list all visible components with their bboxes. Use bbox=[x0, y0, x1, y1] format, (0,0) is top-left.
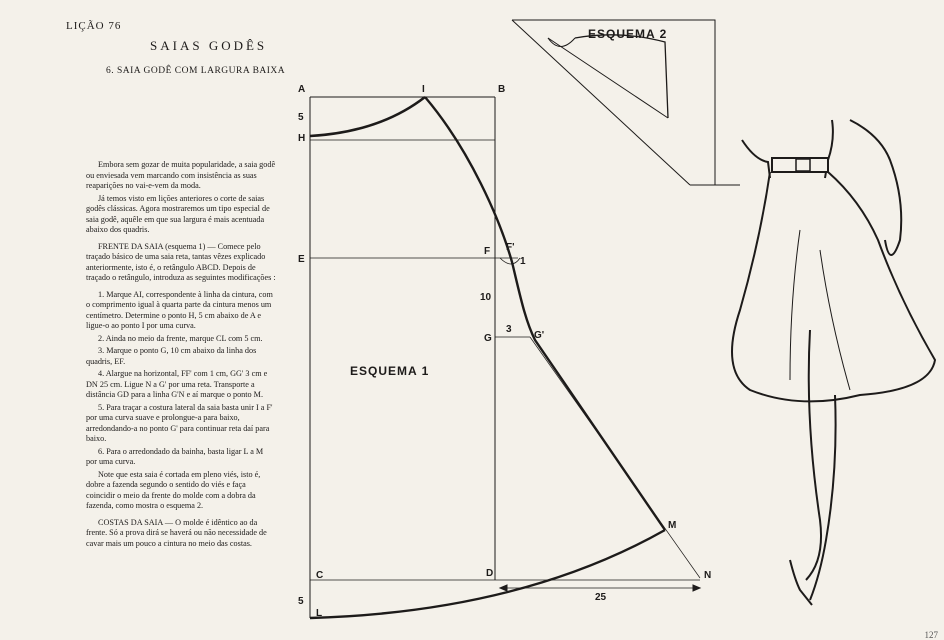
paragraph: 6. Para o arredondado da bainha, basta ligar L a M por uma curva. bbox=[86, 446, 264, 466]
paragraph: Já temos visto em lições anteriores o corte de saias godês clássicas. Agora mostraremos um tipo especial de saia godê, aquêle em que sua largura é mais acentuada abaixo dos quadris. bbox=[86, 193, 270, 234]
page-number: 127 bbox=[924, 630, 938, 640]
point-label-b: B bbox=[498, 84, 506, 95]
point-label-f-prime: F' bbox=[506, 242, 515, 253]
paragraph: Note que esta saia é cortada em pleno viés, isto é, dobre a fazenda segundo o sentido do viés e faça coincidir o meio da frente do molde com a dobra da fazenda, como mostra o esquema 2. bbox=[86, 469, 261, 510]
point-label-g: G bbox=[484, 333, 492, 344]
measure-fg: 10 bbox=[480, 292, 492, 303]
section-title: 6. SAIA GODÊ COM LARGURA BAIXA bbox=[106, 66, 286, 76]
measure-ff: 1 bbox=[520, 256, 526, 267]
measure-dn: 25 bbox=[595, 592, 607, 603]
point-label-e: E bbox=[298, 254, 305, 265]
paragraph: 2. Ainda no meio da frente, marque CL com 5 cm. bbox=[98, 333, 263, 343]
point-label-h: H bbox=[298, 133, 306, 144]
measure-gg: 3 bbox=[506, 324, 512, 335]
paragraph: 5. Para traçar a costura lateral da saia basta unir I a F' por uma curva suave e prolongue-a para baixo, arredondando-a no ponto G' para continuar reta daí para baixo. bbox=[86, 402, 273, 443]
point-label-d: D bbox=[486, 568, 494, 579]
lesson-header: LIÇÃO 76 bbox=[66, 20, 122, 32]
paragraph: FRENTE DA SAIA (esquema 1) — Comece pelo traçado básico de uma saia reta, tantas vêzes explicado anteriormente, isto é, o retângulo ABCD. Depois de traçado o retângulo, introduza as seguintes modificações : bbox=[86, 241, 276, 282]
paragraph: 3. Marque o ponto G, 10 cm abaixo da linha dos quadris, EF. bbox=[86, 346, 257, 366]
scheme-2-diagram bbox=[512, 20, 740, 185]
chapter-title: SAIAS GODÊS bbox=[150, 38, 268, 53]
measure-bottom-5: 5 bbox=[298, 596, 304, 607]
point-label-n: N bbox=[704, 570, 712, 581]
paragraph: 4. Alargue na horizontal, FF' com 1 cm, GG' 3 cm e DN 25 cm. Ligue N a G' por uma reta. Transporte a distância GD para a linha G'N e aí marque o ponto M. bbox=[86, 369, 268, 399]
point-label-f: F bbox=[484, 246, 491, 257]
measure-top-5: 5 bbox=[298, 112, 304, 123]
point-label-a: A bbox=[298, 84, 306, 95]
paragraph: COSTAS DA SAIA — O molde é idêntico ao da frente. Só a prova dirá se haverá ou não necessidade de cavar mais um pouco a cintura no meio das costas. bbox=[86, 517, 267, 548]
point-label-g-prime: G' bbox=[534, 330, 545, 341]
point-label-i: I bbox=[422, 84, 425, 95]
point-label-m: M bbox=[668, 520, 677, 531]
scheme-1-label: ESQUEMA 1 bbox=[350, 364, 430, 378]
paragraph: 1. Marque AI, correspondente à linha da cintura, com o comprimento igual à quarta parte da cintura menos um centímetro. Determine o ponto H, 5 cm abaixo de A e ligue-o ao ponto I por uma curva. bbox=[86, 289, 273, 330]
point-label-c: C bbox=[316, 570, 324, 581]
scheme-2-label: ESQUEMA 2 bbox=[588, 27, 668, 41]
scheme-1-diagram bbox=[310, 97, 700, 618]
paragraph: Embora sem gozar de muita popularidade, a saia godê ou enviesada vem marcando com insistência as suas reaparições no vai-e-vem da moda. bbox=[86, 160, 276, 190]
fashion-figure-illustration bbox=[732, 120, 935, 605]
point-label-l: L bbox=[316, 608, 323, 619]
